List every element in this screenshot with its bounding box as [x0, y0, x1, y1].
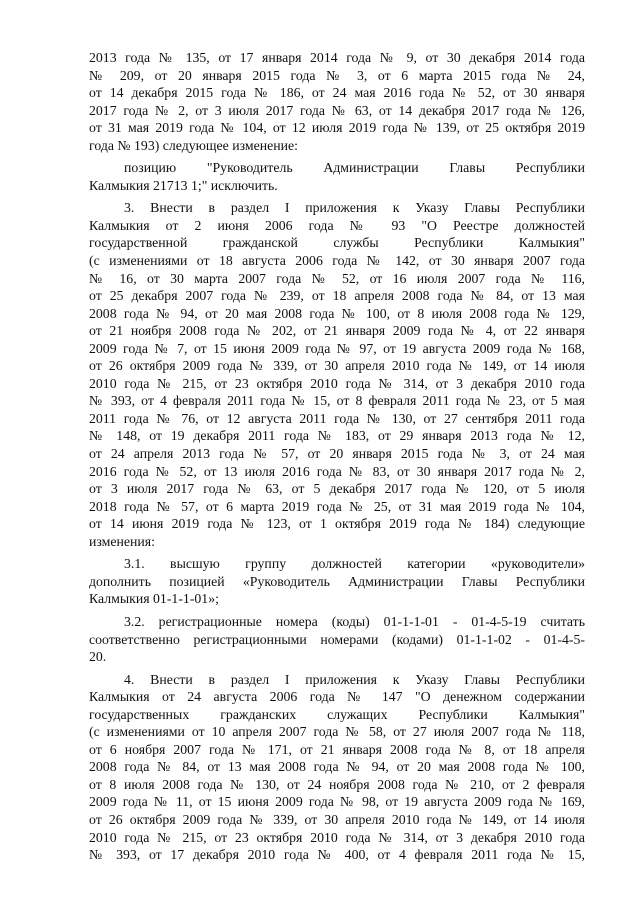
text-line: соответственно регистрационными номерами (кодами) 01-1-1-02 - 01-4-5-: [89, 631, 585, 647]
text-line: Калмыкия от 2 июня 2006 года № 93 "О Реестре должностей: [89, 217, 585, 233]
text-line: 2011 года № 76, от 12 августа 2011 года № 130, от 27 сентября 2011 года: [89, 410, 585, 426]
paragraph: [89, 613, 585, 666]
text-line: Калмыкия от 24 августа 2006 года № 147 "О денежном содержании: [89, 689, 585, 705]
text-line: № 209, от 20 января 2015 года № 3, от 6 марта 2015 года № 24,: [89, 67, 585, 83]
text-line: Калмыкия 21713 1;" исключить.: [89, 177, 278, 193]
text-line: позицию "Руководитель Администрации Главы Республики: [124, 160, 585, 176]
text-line: 4. Внести в раздел I приложения к Указу Главы Республики: [124, 671, 585, 687]
text-line: 2010 года № 215, от 23 октября 2010 года № 314, от 3 декабря 2010 года: [89, 829, 585, 845]
text-line: 2009 года № 7, от 15 июня 2009 года № 97, от 19 августа 2009 года № 168,: [89, 340, 585, 356]
text-line: 2008 года № 94, от 20 мая 2008 года № 100, от 8 июля 2008 года № 129,: [89, 305, 585, 321]
text-line: от 26 октября 2009 года № 339, от 30 апреля 2010 года № 149, от 14 июля: [89, 811, 585, 827]
text-line: от 21 ноября 2008 года № 202, от 21 января 2009 года № 4, от 22 января: [89, 323, 585, 339]
text-line: 2013 года № 135, от 17 января 2014 года № 9, от 30 декабря 2014 года: [89, 50, 585, 65]
text-line: года № 193) следующее изменение:: [89, 137, 298, 153]
text-line: от 25 декабря 2007 года № 239, от 18 апреля 2008 года № 84, от 13 мая: [89, 288, 585, 304]
text-line: изменения:: [89, 533, 155, 549]
text-line: № 393, от 4 февраля 2011 года № 15, от 8 февраля 2011 года № 23, от 5 мая: [89, 393, 585, 409]
text-line: 2016 года № 52, от 13 июля 2016 года № 83, от 30 января 2017 года № 2,: [89, 463, 585, 479]
paragraph: [89, 555, 585, 608]
text-line: (с изменениями от 10 апреля 2007 года № 58, от 27 июля 2007 года № 118,: [89, 724, 585, 740]
text-line: № 148, от 19 декабря 2011 года № 183, от 29 января 2013 года № 12,: [89, 428, 585, 444]
text-line: от 14 декабря 2015 года № 186, от 24 мая 2016 года № 52, от 30 января: [89, 85, 585, 101]
text-line: от 3 июля 2017 года № 63, от 5 декабря 2017 года № 120, от 5 июля: [89, 481, 585, 497]
text-line: от 8 июля 2008 года № 130, от 24 ноября 2008 года № 210, от 2 февраля: [89, 776, 585, 792]
text-line: 20.: [89, 649, 107, 665]
text-line: 2017 года № 2, от 3 июля 2017 года № 63, от 14 декабря 2017 года № 126,: [89, 102, 585, 118]
text-line: государственных гражданских служащих Республики Калмыкия": [89, 706, 585, 722]
text-line: от 6 ноября 2007 года № 171, от 21 января 2008 года № 8, от 18 апреля: [89, 741, 585, 757]
paragraph: [89, 49, 585, 154]
text-line: 3.2. регистрационные номера (коды) 01-1-1-01 - 01-4-5-19 считать: [124, 613, 585, 629]
paragraph: [89, 159, 585, 194]
text-line: № 393, от 17 декабря 2010 года № 400, от 4 февраля 2011 года № 15,: [89, 847, 585, 863]
text-line: 2009 года № 11, от 15 июня 2009 года № 98, от 19 августа 2009 года № 169,: [89, 794, 585, 810]
text-line: дополнить позицией «Руководитель Администрации Главы Республики: [89, 573, 585, 589]
text-line: Калмыкия 01-1-1-01»;: [89, 591, 219, 607]
text-line: от 24 апреля 2013 года № 57, от 20 января 2015 года № 3, от 24 мая: [89, 446, 585, 462]
text-line: от 31 мая 2019 года № 104, от 12 июля 2019 года № 139, от 25 октября 2019: [89, 120, 585, 136]
text-line: № 16, от 30 марта 2007 года № 52, от 16 июля 2007 года № 116,: [89, 270, 585, 286]
text-line: от 14 июня 2019 года № 123, от 1 октября 2019 года № 184) следующие: [89, 516, 585, 532]
paragraph: [89, 671, 585, 864]
text-line: 3.1. высшую группу должностей категории «руководители»: [124, 556, 585, 572]
document-page: [89, 49, 585, 864]
text-line: от 26 октября 2009 года № 339, от 30 апреля 2010 года № 149, от 14 июля: [89, 358, 585, 374]
text-line: 2008 года № 84, от 13 мая 2008 года № 94, от 20 мая 2008 года № 100,: [89, 759, 585, 775]
text-line: (с изменениями от 18 августа 2006 года № 142, от 30 января 2007 года: [89, 253, 585, 269]
text-line: государственной гражданской службы Республики Калмыкия": [89, 235, 585, 251]
text-line: 2018 года № 57, от 6 марта 2019 года № 25, от 31 мая 2019 года № 104,: [89, 498, 585, 514]
text-line: 2010 года № 215, от 23 октября 2010 года № 314, от 3 декабря 2010 года: [89, 375, 585, 391]
text-line: 3. Внести в раздел I приложения к Указу Главы Республики: [124, 200, 585, 216]
paragraph: [89, 199, 585, 550]
